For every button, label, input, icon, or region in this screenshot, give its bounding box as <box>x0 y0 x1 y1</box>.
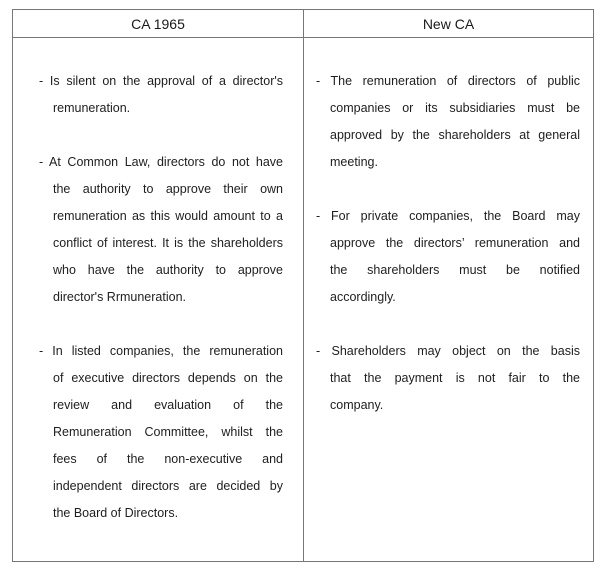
header-cell-new-ca: New CA <box>304 10 594 38</box>
bullet-line: companies or its subsidiaries must be <box>330 101 580 115</box>
bullet-line: meeting. <box>330 155 378 169</box>
table-body-row <box>13 38 594 562</box>
bullet-item <box>39 149 283 311</box>
bullet-line: - For private companies, the Board may <box>316 209 580 223</box>
bullet-line: accordingly. <box>330 290 396 304</box>
header-cell-ca-1965: CA 1965 <box>13 10 304 38</box>
table-header-row <box>13 10 594 38</box>
bullet-line: remuneration. <box>53 101 131 115</box>
bullet-line: review and evaluation of the <box>53 398 283 412</box>
bullet-line: that the payment is not fair to the <box>330 371 580 385</box>
bullet-line: who have the authority to approve <box>53 263 283 277</box>
bullet-line: independent directors are decided by <box>53 479 283 493</box>
bullet-item <box>316 203 580 311</box>
bullet-line: approve the directors’ remuneration and <box>330 236 580 250</box>
bullet-line: company. <box>330 398 384 412</box>
bullet-item <box>39 338 283 527</box>
bullet-line: - Is silent on the approval of a director's <box>39 74 283 88</box>
bullet-line: the Board of Directors. <box>53 506 179 520</box>
bullet-line: approved by the shareholders at general <box>330 128 580 142</box>
bullet-item <box>316 338 580 419</box>
bullet-line: of executive directors depends on the <box>53 371 283 385</box>
bullet-line: fees of the non-executive and <box>53 452 283 466</box>
bullet-line: - At Common Law, directors do not have <box>39 155 283 169</box>
bullet-line: - Shareholders may object on the basis <box>316 344 580 358</box>
comparison-table <box>12 9 594 562</box>
bullet-line: - The remuneration of directors of public <box>316 74 580 88</box>
bullet-item <box>316 68 580 176</box>
bullet-line: Remuneration Committee, whilst the <box>53 425 283 439</box>
bullet-line: director's Rrmuneration. <box>53 290 186 304</box>
new-ca-column-cell <box>304 38 594 562</box>
bullet-line: conflict of interest. It is the shareholders <box>53 236 283 250</box>
bullet-item <box>39 68 283 122</box>
ca-1965-column-cell <box>13 38 304 562</box>
bullet-line: remuneration as this would amount to a <box>53 209 283 223</box>
bullet-line: - In listed companies, the remuneration <box>39 344 283 358</box>
bullet-line: the shareholders must be notified <box>330 263 580 277</box>
bullet-line: the authority to approve their own <box>53 182 283 196</box>
